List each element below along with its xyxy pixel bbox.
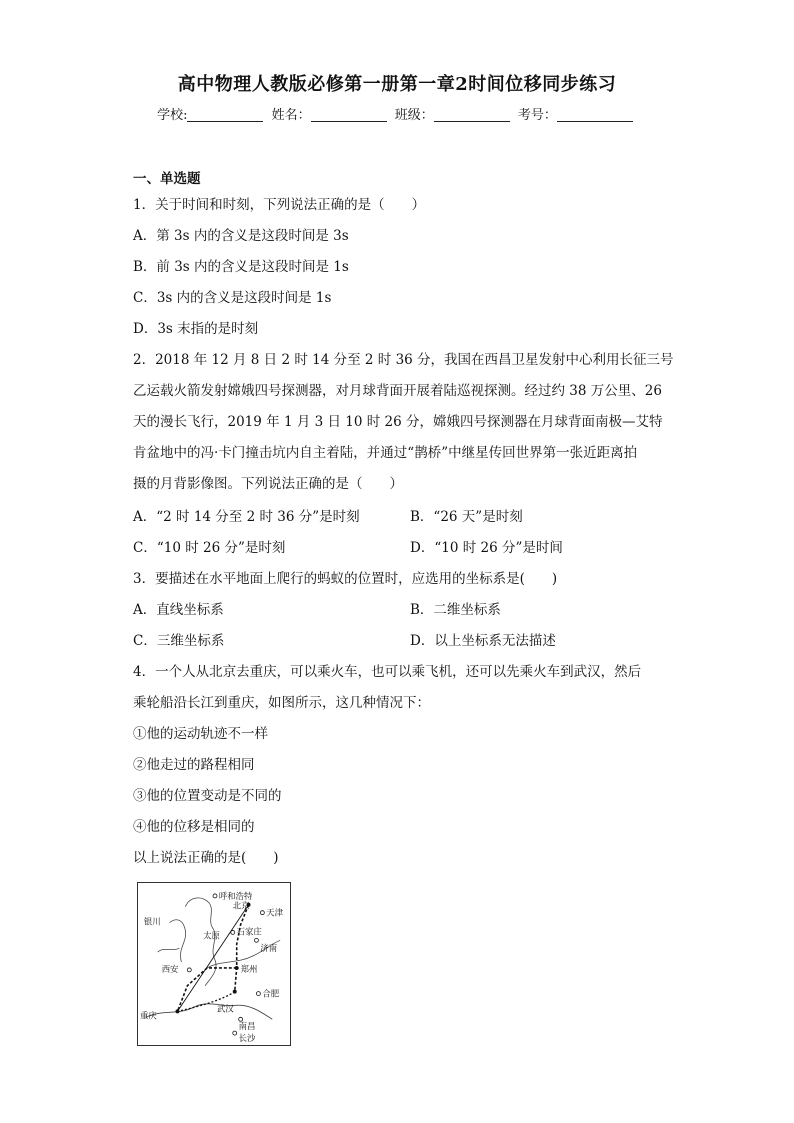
question-4-stem-line: 4．一个人从北京去重庆，可以乘火车，也可以乘飞机，还可以先乘火车到武汉，然后	[133, 664, 642, 680]
map-outline	[185, 898, 216, 986]
question-4-statement-3: ③他的位置变动是不同的	[133, 788, 282, 804]
school-field[interactable]	[187, 108, 263, 122]
question-1-option-b: B．前 3s 内的含义是这段时间是 1s	[133, 259, 349, 275]
city-label: 北京	[232, 900, 250, 911]
question-3-option-b: B．二维坐标系	[410, 602, 501, 618]
question-2-stem-line: 天的漫长飞行，2019 年 1 月 3 日 10 时 26 分，嫦娥四号探测器在月球背面南极—艾特	[133, 414, 663, 430]
flight-route	[177, 905, 248, 1012]
yangtze-river	[146, 1004, 272, 1019]
school-label: 学校:	[157, 108, 188, 123]
question-2-option-c: C．“10 时 26 分”是时刻	[133, 540, 286, 556]
city-label: 太原	[203, 930, 220, 941]
question-3-option-a: A．直线坐标系	[133, 602, 224, 618]
question-2-option-d: D．“10 时 26 分”是时间	[410, 540, 563, 556]
route-map-figure	[137, 882, 291, 1046]
route-map	[138, 883, 290, 1045]
city-label: 南昌	[238, 1021, 256, 1032]
question-2-option-b: B．“26 天”是时刻	[410, 509, 523, 525]
city-label: 长沙	[238, 1032, 256, 1043]
map-outline	[170, 920, 186, 962]
section-heading: 一、单选题	[133, 171, 201, 187]
question-4-statement-2: ②他走过的路程相同	[133, 757, 255, 773]
question-2-stem-line: 摄的月背影像图。下列说法正确的是（ ）	[133, 476, 403, 492]
city-label: 济南	[260, 943, 278, 954]
city-label: 西安	[161, 963, 179, 974]
class-field[interactable]	[434, 108, 510, 122]
question-3-stem: 3．要描述在水平地面上爬行的蚂蚁的位置时，应选用的坐标系是( )	[133, 571, 558, 587]
city-label: 石家庄	[236, 926, 262, 937]
name-label: 姓名：	[271, 108, 311, 123]
question-1-option-d: D．3s 末指的是时刻	[133, 321, 259, 337]
question-1-option-a: A．第 3s 内的含义是这段时间是 3s	[133, 228, 349, 244]
question-1-option-c: C．3s 内的含义是这段时间是 1s	[133, 290, 332, 306]
number-label: 考号：	[517, 108, 557, 123]
city-label: 合肥	[262, 988, 280, 999]
question-4-statement-1: ①他的运动轨迹不一样	[133, 726, 268, 742]
question-4-prompt: 以上说法正确的是( )	[133, 850, 279, 866]
document-title: 高中物理人教版必修第一册第一章2时间位移同步练习	[177, 74, 617, 95]
city-label: 呼和浩特	[218, 890, 253, 901]
question-4-statement-4: ④他的位移是相同的	[133, 819, 255, 835]
question-2-stem-line: 2．2018 年 12 月 8 日 2 时 14 分至 2 时 36 分，我国在西昌卫星发射中心利用长征三号	[133, 352, 674, 368]
map-outline	[158, 948, 180, 952]
question-2-stem-line: 肯盆地中的冯·卡门撞击坑内自主着陆，并通过“鹊桥”中继星传回世界第一张近距离拍	[133, 445, 638, 461]
student-info-row	[0, 104, 794, 123]
number-field[interactable]	[557, 108, 633, 122]
rail-beijing-wuhan	[235, 905, 249, 992]
class-label: 班级：	[394, 108, 434, 123]
city-label: 重庆	[139, 1010, 157, 1021]
name-field[interactable]	[311, 108, 387, 122]
city-label: 天津	[266, 907, 284, 918]
question-3-option-c: C．三维坐标系	[133, 633, 225, 649]
city-label: 武汉	[216, 1003, 234, 1014]
question-1-stem: 1．关于时间和时刻，下列说法正确的是（ ）	[133, 197, 426, 213]
city-label: 郑州	[240, 963, 258, 974]
question-2-stem-line: 乙运载火箭发射嫦娥四号探测器，对月球背面开展着陆巡视探测。经过约 38 万公里、26	[133, 383, 662, 399]
city-label: 银川	[143, 916, 161, 927]
question-2-option-a: A．“2 时 14 分至 2 时 36 分”是时刻	[133, 509, 360, 525]
question-4-stem-line: 乘轮船沿长江到重庆，如图所示，这几种情况下：	[133, 695, 430, 711]
question-3-option-d: D．以上坐标系无法描述	[410, 633, 556, 649]
